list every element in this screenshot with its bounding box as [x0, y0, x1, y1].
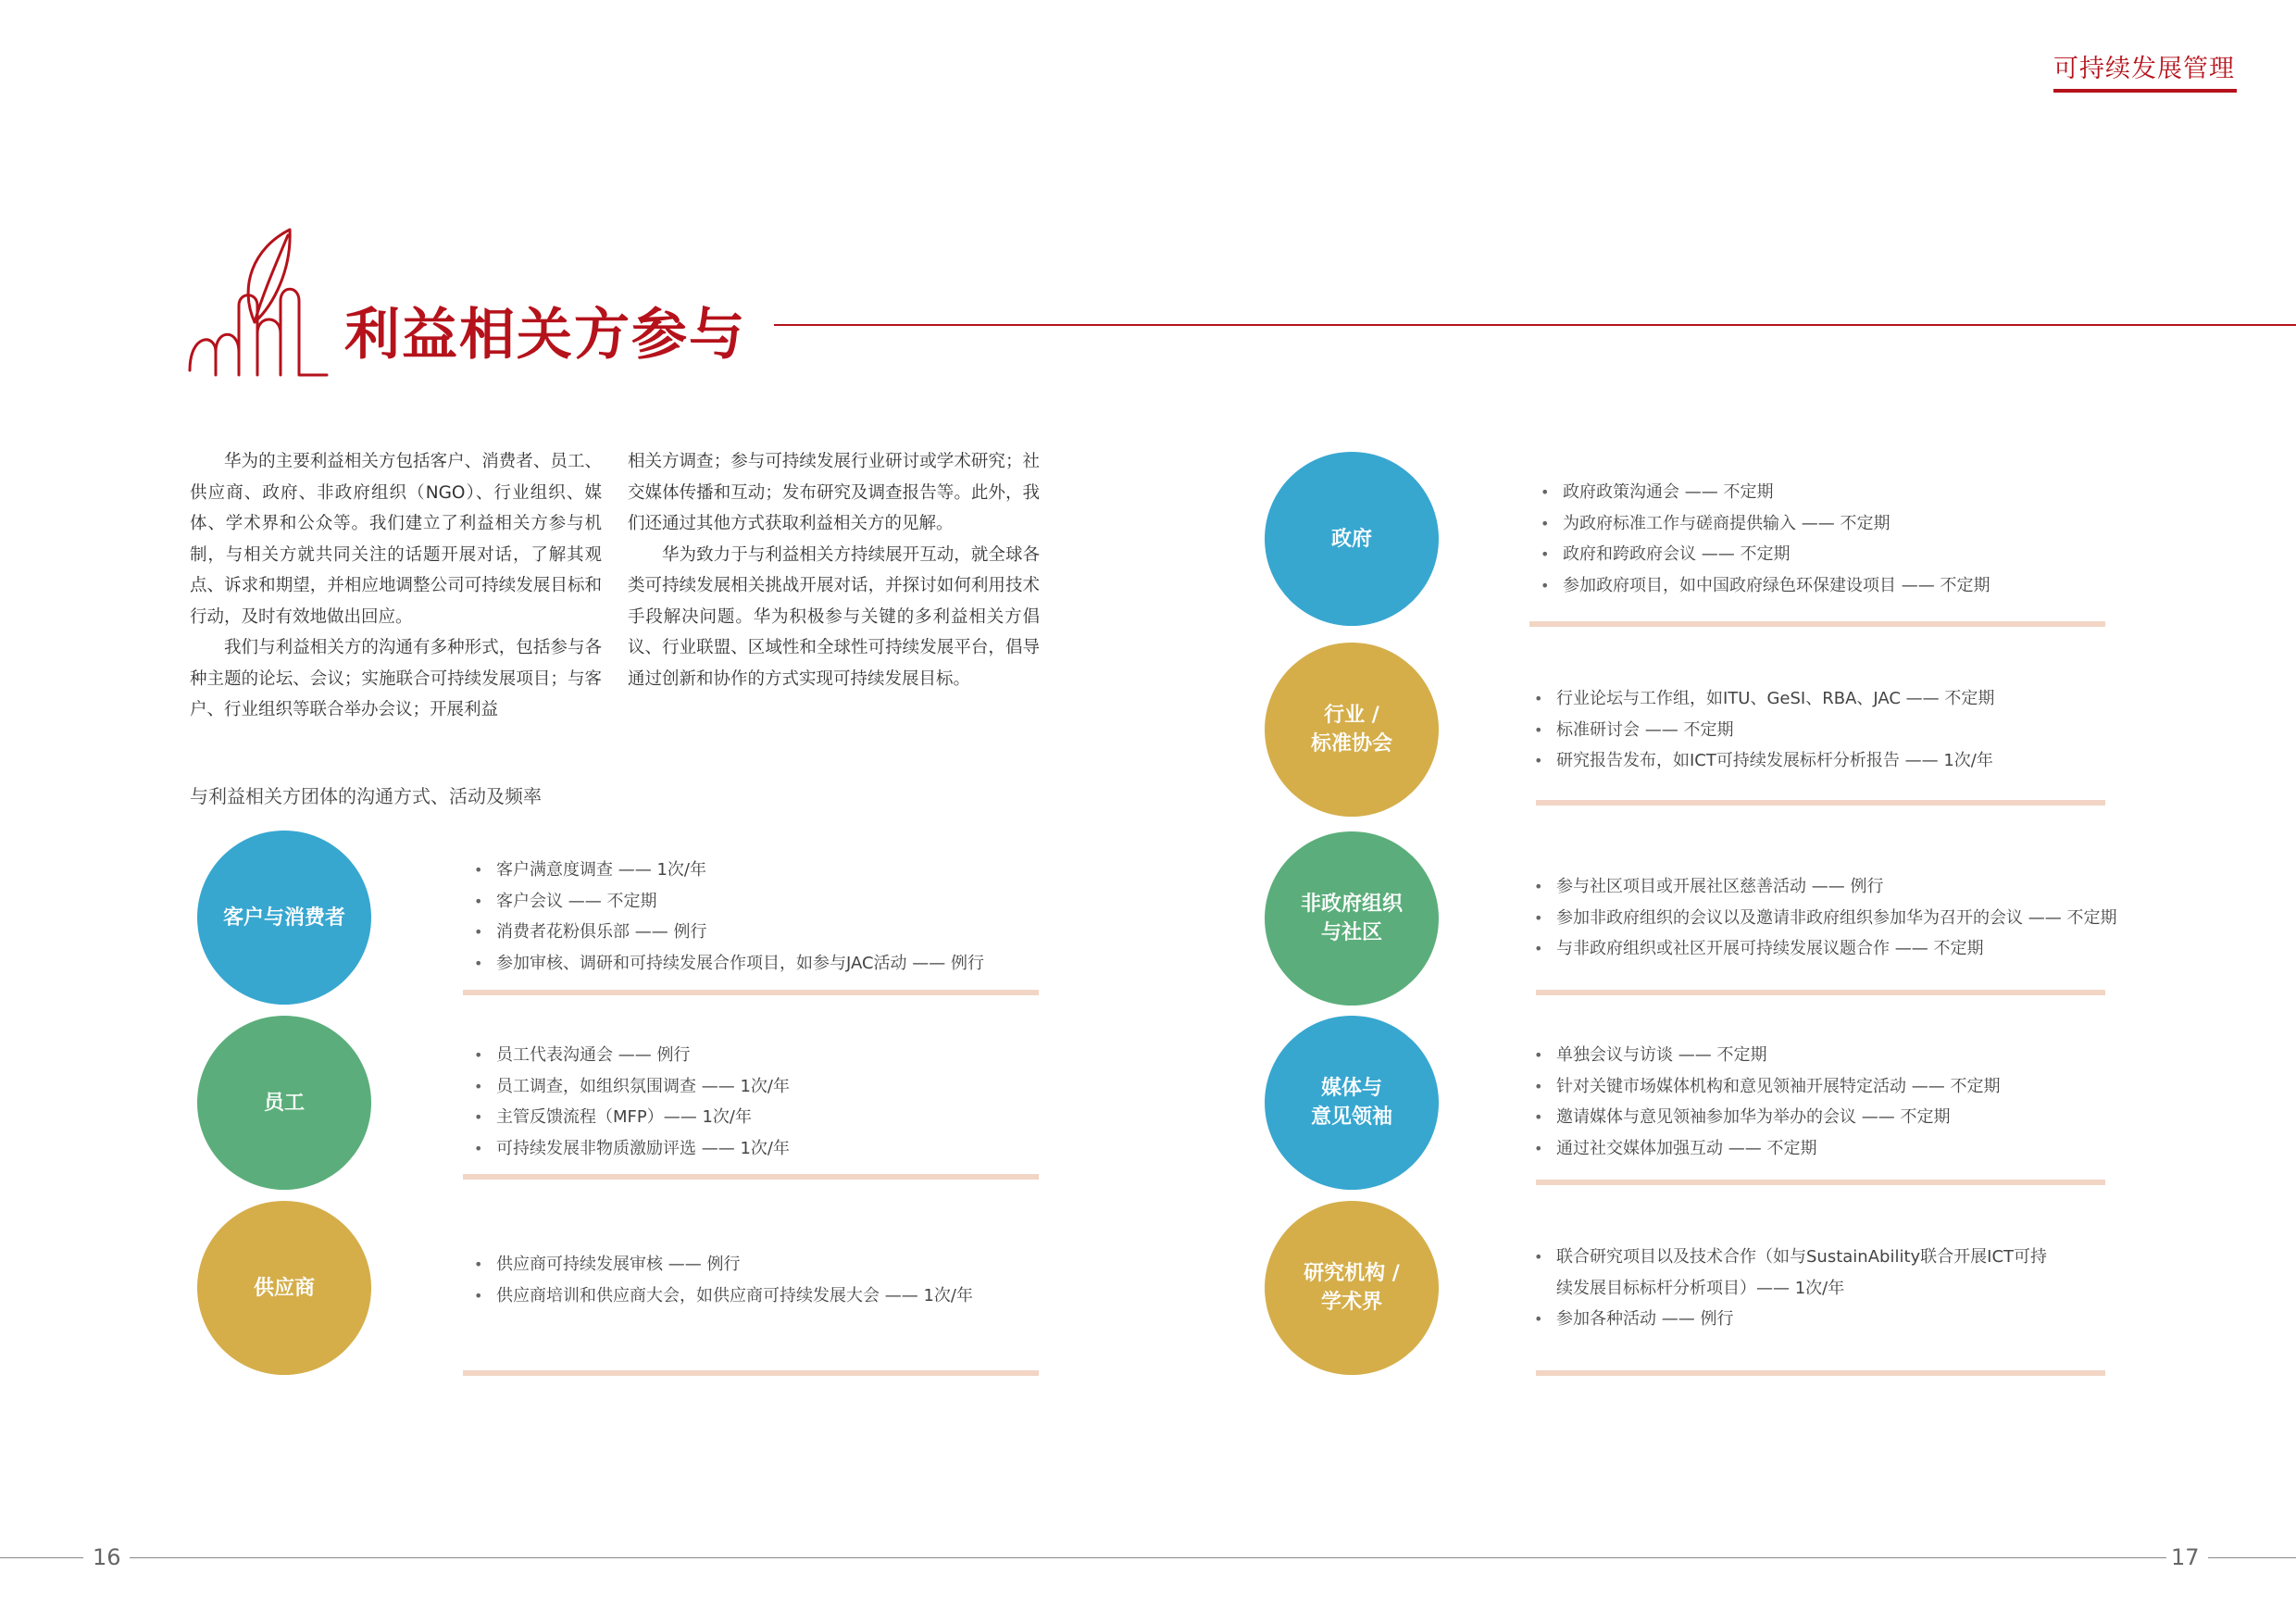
- footer-rule-middle: [130, 1557, 2166, 1558]
- list-item: • 政府政策沟通会 —— 不定期: [1541, 477, 1990, 508]
- group-divider: [1529, 621, 2105, 627]
- page-number-right: 17: [2171, 1544, 2200, 1570]
- list-item: • 联合研究项目以及技术合作（如与SustainAbility联合开展ICT可持续发展目标标杆分析项目）—— 1次/年: [1534, 1242, 2062, 1304]
- list-item: • 为政府标准工作与磋商提供输入 —— 不定期: [1541, 508, 1990, 540]
- list-item: • 参加政府项目，如中国政府绿色环保建设项目 —— 不定期: [1541, 570, 1990, 602]
- list-item: • 参与社区项目或开展社区慈善活动 —— 例行: [1534, 871, 2116, 903]
- list-item: • 客户会议 —— 不定期: [474, 886, 984, 918]
- footer-rule-left: [0, 1557, 83, 1558]
- list-item: • 与非政府组织或社区开展可持续发展议题合作 —— 不定期: [1534, 933, 2116, 965]
- group-list-employees: [474, 1040, 790, 1164]
- group-list-suppliers: [474, 1249, 973, 1311]
- list-item: • 员工代表沟通会 —— 例行: [474, 1040, 790, 1071]
- list-item: • 研究报告发布，如ICT可持续发展标杆分析报告 —— 1次/年: [1534, 745, 1994, 777]
- group-divider: [1536, 800, 2105, 806]
- group-list-customers: [474, 855, 984, 979]
- group-divider: [1536, 1180, 2105, 1185]
- list-item: • 参加各种活动 —— 例行: [1534, 1304, 2062, 1335]
- leaf-logo-icon: [188, 222, 350, 380]
- intro-paragraph-3: 华为致力于与利益相关方持续展开互动，就全球各类可持续发展相关挑战开展对话，并探讨如何利用技术手段解决问题。华为积极参与关键的多利益相关方倡议、行业联盟、区域性和全球性可持续发展平台，倡导通过创新和协作的方式实现可持续发展目标。: [628, 544, 1040, 689]
- header-title: 可持续发展管理: [2053, 55, 2235, 83]
- list-item: • 单独会议与访谈 —— 不定期: [1534, 1040, 2000, 1071]
- group-circle-industry: 行业 / 标准协会: [1265, 643, 1439, 817]
- list-item: • 消费者花粉俱乐部 —— 例行: [474, 917, 984, 948]
- group-list-research: [1534, 1242, 2062, 1335]
- group-list-government: [1541, 477, 1990, 601]
- list-item: • 参加非政府组织的会议以及邀请非政府组织参加华为召开的会议 —— 不定期: [1534, 903, 2116, 934]
- list-item: • 通过社交媒体加强互动 —— 不定期: [1534, 1133, 2000, 1165]
- group-circle-media: 媒体与 意见领袖: [1265, 1016, 1439, 1190]
- intro-column-right: [628, 446, 1040, 694]
- footer-rule-right: [2208, 1557, 2296, 1558]
- group-divider: [463, 1370, 1039, 1376]
- title-divider: [774, 324, 2296, 326]
- list-item: • 供应商培训和供应商大会，如供应商可持续发展大会 —— 1次/年: [474, 1280, 973, 1312]
- intro-column-left: [190, 446, 602, 726]
- list-item: • 针对关键市场媒体机构和意见领袖开展特定活动 —— 不定期: [1534, 1071, 2000, 1103]
- group-circle-research: 研究机构 / 学术界: [1265, 1201, 1439, 1375]
- list-item: • 可持续发展非物质激励评选 —— 1次/年: [474, 1133, 790, 1165]
- list-item: • 客户满意度调查 —— 1次/年: [474, 855, 984, 886]
- group-divider: [1536, 1370, 2105, 1376]
- group-divider: [1536, 990, 2105, 995]
- list-item: • 标准研讨会 —— 不定期: [1534, 715, 1994, 746]
- table-caption: 与利益相关方团体的沟通方式、活动及频率: [190, 785, 542, 807]
- group-circle-ngo: 非政府组织 与社区: [1265, 831, 1439, 1006]
- list-item: • 参加审核、调研和可持续发展合作项目，如参与JAC活动 —— 例行: [474, 948, 984, 980]
- list-item: • 供应商可持续发展审核 —— 例行: [474, 1249, 973, 1280]
- group-circle-suppliers: 供应商: [197, 1201, 371, 1375]
- group-circle-customers: 客户与消费者: [197, 831, 371, 1005]
- intro-paragraph-2a: 我们与利益相关方的沟通有多种形式，包括参与各种主题的论坛、会议；实施联合可持续发展项目；与客户、行业组织等联合举办会议；开展利益: [190, 638, 602, 719]
- group-circle-government: 政府: [1265, 452, 1439, 626]
- list-item: • 邀请媒体与意见领袖参加华为举办的会议 —— 不定期: [1534, 1102, 2000, 1133]
- intro-paragraph-1: 华为的主要利益相关方包括客户、消费者、员工、供应商、政府、非政府组织（NGO）、行业组织、媒体、学术界和公众等。我们建立了利益相关方参与机制，与相关方就共同关注的话题开展对话，了解其观点、诉求和期望，并相应地调整公司可持续发展目标和行动，及时有效地做出回应。: [190, 452, 602, 627]
- header-underline: [2053, 89, 2237, 93]
- section-title: 利益相关方参与: [344, 303, 746, 368]
- group-circle-employees: 员工: [197, 1016, 371, 1190]
- group-divider: [463, 1174, 1039, 1180]
- page-number-left: 16: [93, 1544, 121, 1570]
- group-list-ngo: [1534, 871, 2116, 965]
- group-list-media: [1534, 1040, 2000, 1164]
- list-item: • 政府和跨政府会议 —— 不定期: [1541, 539, 1990, 570]
- list-item: • 行业论坛与工作组，如ITU、GeSI、RBA、JAC —— 不定期: [1534, 683, 1994, 715]
- list-item: • 主管反馈流程（MFP）—— 1次/年: [474, 1102, 790, 1133]
- intro-paragraph-2b: 相关方调查；参与可持续发展行业研讨或学术研究；社交媒体传播和互动；发布研究及调查报告等。此外，我们还通过其他方式获取利益相关方的见解。: [628, 452, 1040, 533]
- group-list-industry: [1534, 683, 1994, 777]
- list-item: • 员工调查，如组织氛围调查 —— 1次/年: [474, 1071, 790, 1103]
- group-divider: [463, 990, 1039, 995]
